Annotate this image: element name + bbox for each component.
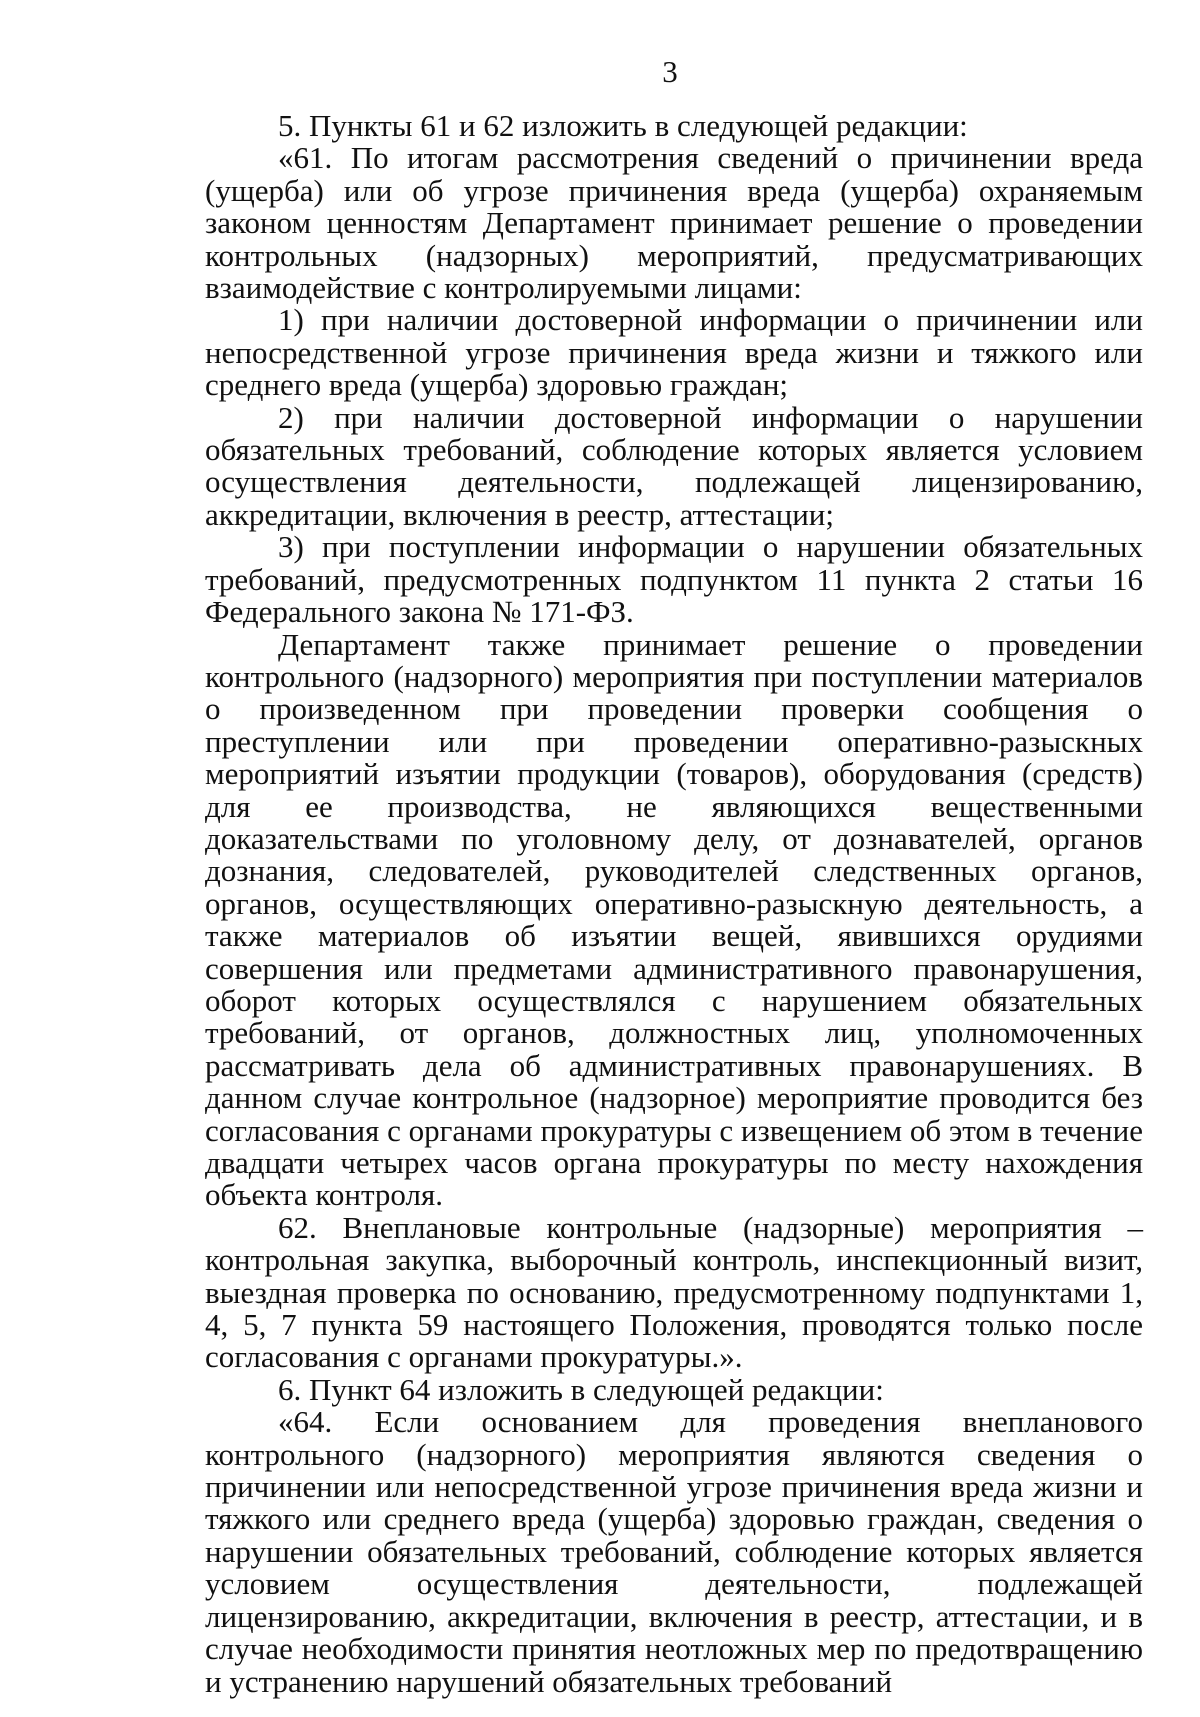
page-number: 3 [662, 54, 678, 89]
paragraph-item-5: 5. Пункты 61 и 62 изложить в следующей редакции: [278, 108, 968, 143]
paragraph-subpoint-2: 2) при наличии достоверной информации о нарушении обязательных требований, соблюдение которых является условием осуществления деятельности, подлежащей лицензированию, аккредитации, включения в реестр, аттестации; [205, 399, 1143, 532]
paragraph-subpoint-3: 3) при поступлении информации о нарушении обязательных требований, предусмотренных подпунктом 11 пункта 2 статьи 16 Федерального закона № 171-ФЗ. [205, 529, 1143, 630]
document-body [205, 110, 1143, 1698]
paragraph-point-61: «61. По итогам рассмотрения сведений о причинении вреда (ущерба) или об угрозе причинения вреда (ущерба) охраняемым законом ценностям Департамент принимает решение о проведении контрольных (надзорных) мероприятий, предусматривающих взаимодействие с контролируемыми лицами: [205, 140, 1143, 306]
paragraph-point-64: «64. Если основанием для проведения внепланового контрольного (надзорного) мероприятия являются сведения о причинении или непосредственной угрозе причинения вреда жизни и тяжкого или среднего вреда (ущерба) здоровью граждан, сведения о нарушении обязательных требований, соблюдение которых является условием осуществления деятельности, подлежащей лицензированию, аккредитации, включения в реестр, аттестации, и в случае необходимости принятия неотложных мер по предотвращению и устранению нарушений обязательных требований [205, 1404, 1143, 1699]
paragraph-item-6: 6. Пункт 64 изложить в следующей редакции: [278, 1371, 884, 1407]
paragraph-department-decision: Департамент также принимает решение о проведении контрольного (надзорного) мероприятия при поступлении материалов о произведенном при проведении проверки сообщения о преступлении или при проведении оперативно-разыскных мероприятий изъятии продукции (товаров), оборудования (средств) для ее производства, не являющихся вещественными доказательствами по уголовному делу, от дознавателей, органов дознания, следователей, руководителей следственных органов, органов, осуществляющих оперативно-разыскную деятельность, а также материалов об изъятии вещей, явившихся орудиями совершения или предметами административного правонарушения, оборот которых осуществлялся с нарушением обязательных требований, от органов, должностных лиц, уполномоченных рассматривать дела об административных правонарушениях. В данном случае контрольное (надзорное) мероприятие проводится без согласования с органами прокуратуры с извещением об этом в течение двадцати четырех часов органа прокуратуры по месту нахождения объекта контроля. [205, 626, 1143, 1213]
paragraph-subpoint-1: 1) при наличии достоверной информации о причинении или непосредственной угрозе причинения вреда жизни и тяжкого или среднего вреда (ущерба) здоровью граждан; [205, 302, 1143, 403]
paragraph-point-62: 62. Внеплановые контрольные (надзорные) мероприятия – контрольная закупка, выборочный контроль, инспекционный визит, выездная проверка по основанию, предусмотренному подпунктами 1, 4, 5, 7 пункта 59 настоящего Положения, проводятся только после согласования с органами прокуратуры.». [205, 1209, 1143, 1375]
